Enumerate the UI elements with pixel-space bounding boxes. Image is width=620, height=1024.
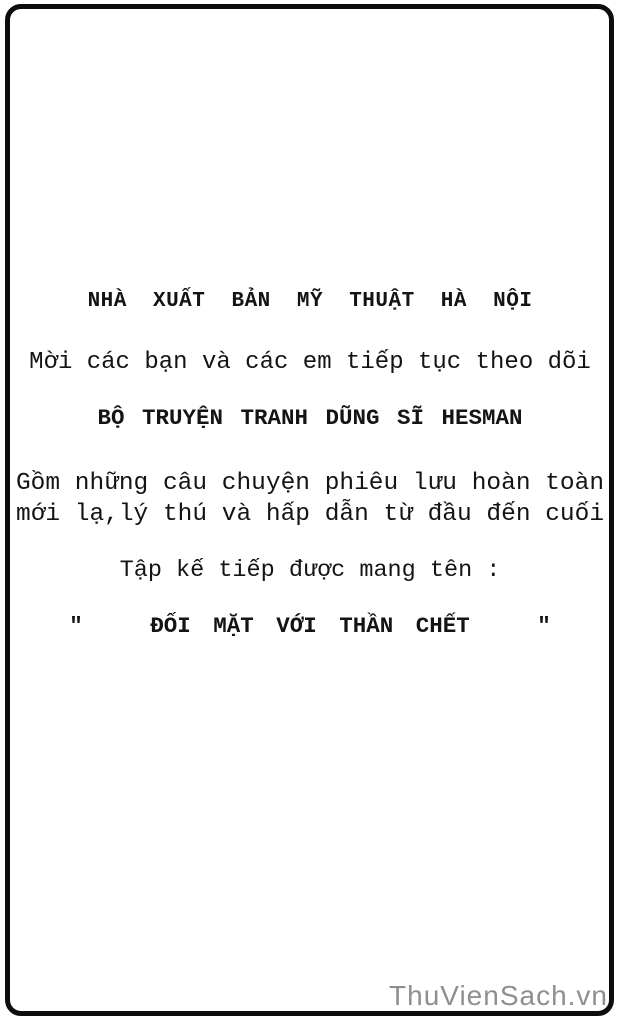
- next-volume-title: " ĐỐI MẶT VỚI THẦN CHẾT ": [69, 613, 551, 639]
- series-description-line-1: Gồm những câu chuyện phiêu lưu hoàn toàn: [15, 470, 605, 497]
- next-volume-intro: Tập kế tiếp được mang tên :: [119, 557, 501, 584]
- watermark-thuviensach: ThuVienSach.vn: [389, 980, 608, 1011]
- series-description-line-2: mới lạ,lý thú và hấp dẫn từ đầu đến cuối: [15, 501, 605, 528]
- publisher-heading: NHÀ XUẤT BẢN MỸ THUẬT HÀ NỘI: [87, 290, 533, 313]
- series-description: [0, 468, 620, 530]
- series-title-heading: BỘ TRUYỆN TRANH DŨNG SĨ HESMAN: [97, 405, 523, 431]
- invitation-line: Mời các bạn và các em tiếp tục theo dõi: [29, 349, 591, 376]
